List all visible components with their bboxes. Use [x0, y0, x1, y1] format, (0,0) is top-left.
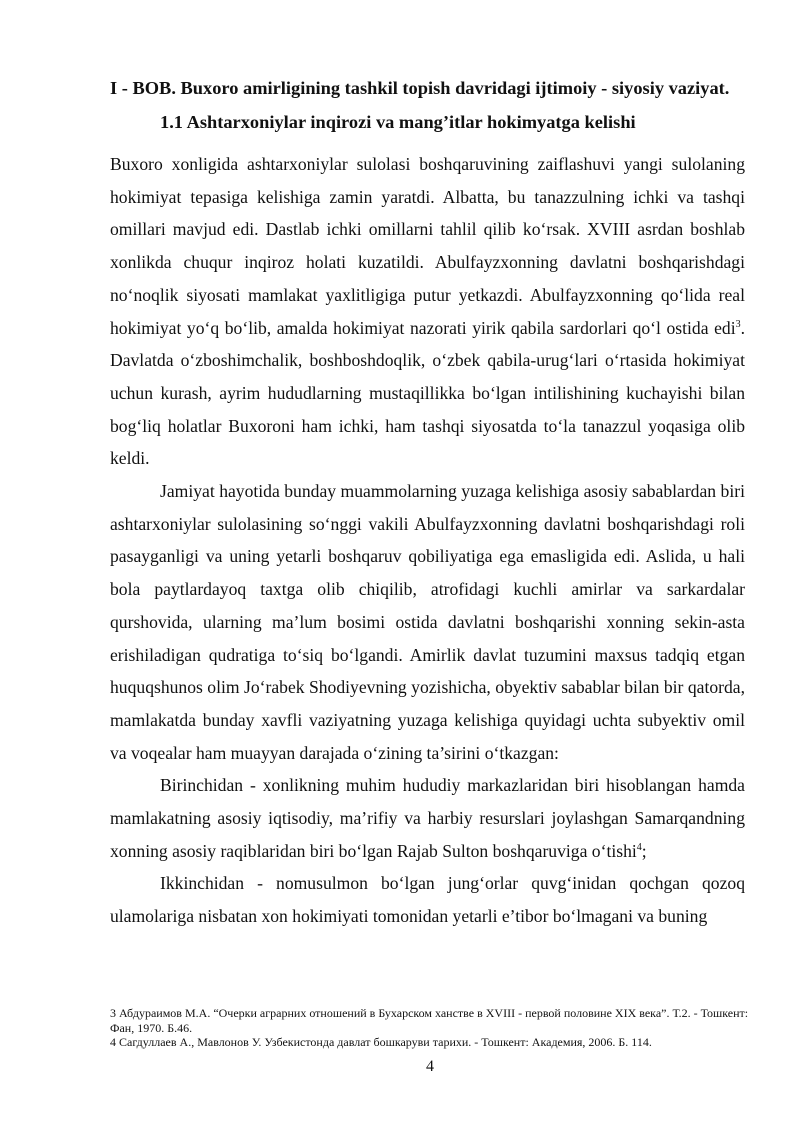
- footnote-ref-3[interactable]: 3: [735, 318, 741, 330]
- body-text: [110, 148, 745, 933]
- paragraph-3: [110, 769, 745, 867]
- page-number: 4: [426, 1058, 434, 1075]
- paragraph-4-text: Ikkinchidan - nomusulmon boʻlgan jungʻorlar quvgʻinidan qochgan qozoq ulamolariga nisbatan xon hokimiyati tomonidan yetarli e’tibor boʻlmagani va buning: [110, 873, 745, 927]
- paragraph-1-tail: . Davlatda oʻzboshimchalik, boshboshdoqlik, oʻzbek qabila-urugʻlari oʻrtasida hokimiyat uchun kurash, ayrim hududlarning mustaqillikka boʻlgan intilishining kuchayishi bilan bogʻliq holatlar Buxoroni ham ichki, ham tashqi siyosatda toʻla tanazzul yoqasiga olib keldi.: [110, 317, 745, 469]
- footnote-3: 3 Абдураимов М.А. “Очерки аграрних отношений в Бухарском ханстве в XVIII - первой половине XIX века”. Т.2. - Тошкент: Фан, 1970. Б.46.: [110, 1006, 749, 1035]
- footnote-divider: [110, 994, 310, 995]
- paragraph-3-tail: ;: [641, 840, 647, 861]
- paragraph-1: [110, 148, 745, 475]
- paragraph-2: [110, 475, 745, 769]
- footnote-4: 4 Сагдуллаев А., Мавлонов У. Узбекистонда давлат бошкаруви тарихи. - Тошкент: Академия, 2006. Б. 114.: [110, 1035, 652, 1050]
- paragraph-3-text: Birinchidan - xonlikning muhim hududiy markazlaridan biri hisoblangan hamda mamlakatning asosiy iqtisodiy, ma’rifiy va harbiy resurslari joylashgan Samarqandning xonning asosiy raqiblaridan biri boʻlgan Rajab Sulton boshqaruviga oʻtishi: [110, 775, 745, 861]
- paragraph-4: [110, 867, 745, 932]
- footnotes: [110, 1006, 750, 1050]
- footnote-ref-4[interactable]: 4: [636, 841, 642, 853]
- paragraph-1-text: Buxoro xonligida ashtarxoniylar sulolasi boshqaruvining zaiflashuvi yangi sulolaning hokimiyat tepasiga kelishiga zamin yaratdi. Albatta, bu tanazzulning ichki va tashqi omillari mavjud edi. Dastlab ichki omillarni tahlil qilib koʻrsak. XVIII asrdan boshlab xonlikda chuqur inqiroz holati kuzatildi. Abulfayzxonning davlatni boshqarishdagi noʻnoqlik siyosati mamlakat yaxlitligiga putur yetkazdi. Abulfayzxonning qoʻlida real hokimiyat yoʻq boʻlib, amalda hokimiyat nazorati yirik qabila sardorlari qoʻl ostida edi: [110, 154, 745, 338]
- section-heading: 1.1 Ashtarxoniylar inqirozi va mang’itlar hokimyatga kelishi: [160, 112, 636, 132]
- chapter-heading: I - BOB. Buxoro amirligining tashkil topish davridagi ijtimoiy - siyosiy vaziyat.: [110, 78, 730, 98]
- paragraph-2-text: Jamiyat hayotida bunday muammolarning yuzaga kelishiga asosiy sabablardan biri ashtarxoniylar sulolasining soʻnggi vakili Abulfayzxonning davlatni boshqarishdagi roli pasayganligi va uning yetarli boshqaruv qobiliyatiga ega emasligida edi. Aslida, u hali bola paytlardayoq taxtga olib chiqilib, atrofidagi kuchli amirlar va sarkardalar qurshovida, ularning ma’lum bosimi ostida davlatni boshqarishi xonning sekin-asta erishiladigan qudratiga toʻsiq boʻlgandi. Amirlik davlat tuzumini maxsus tadqiq etgan huquqshunos olim Joʻrabek Shodiyevning yozishicha, obyektiv sabablar bilan bir qatorda, mamlakatda bunday xavfli vaziyatning yuzaga kelishiga quyidagi uchta subyektiv omil va voqealar ham muayyan darajada oʻzining ta’sirini oʻtkazgan:: [110, 481, 745, 763]
